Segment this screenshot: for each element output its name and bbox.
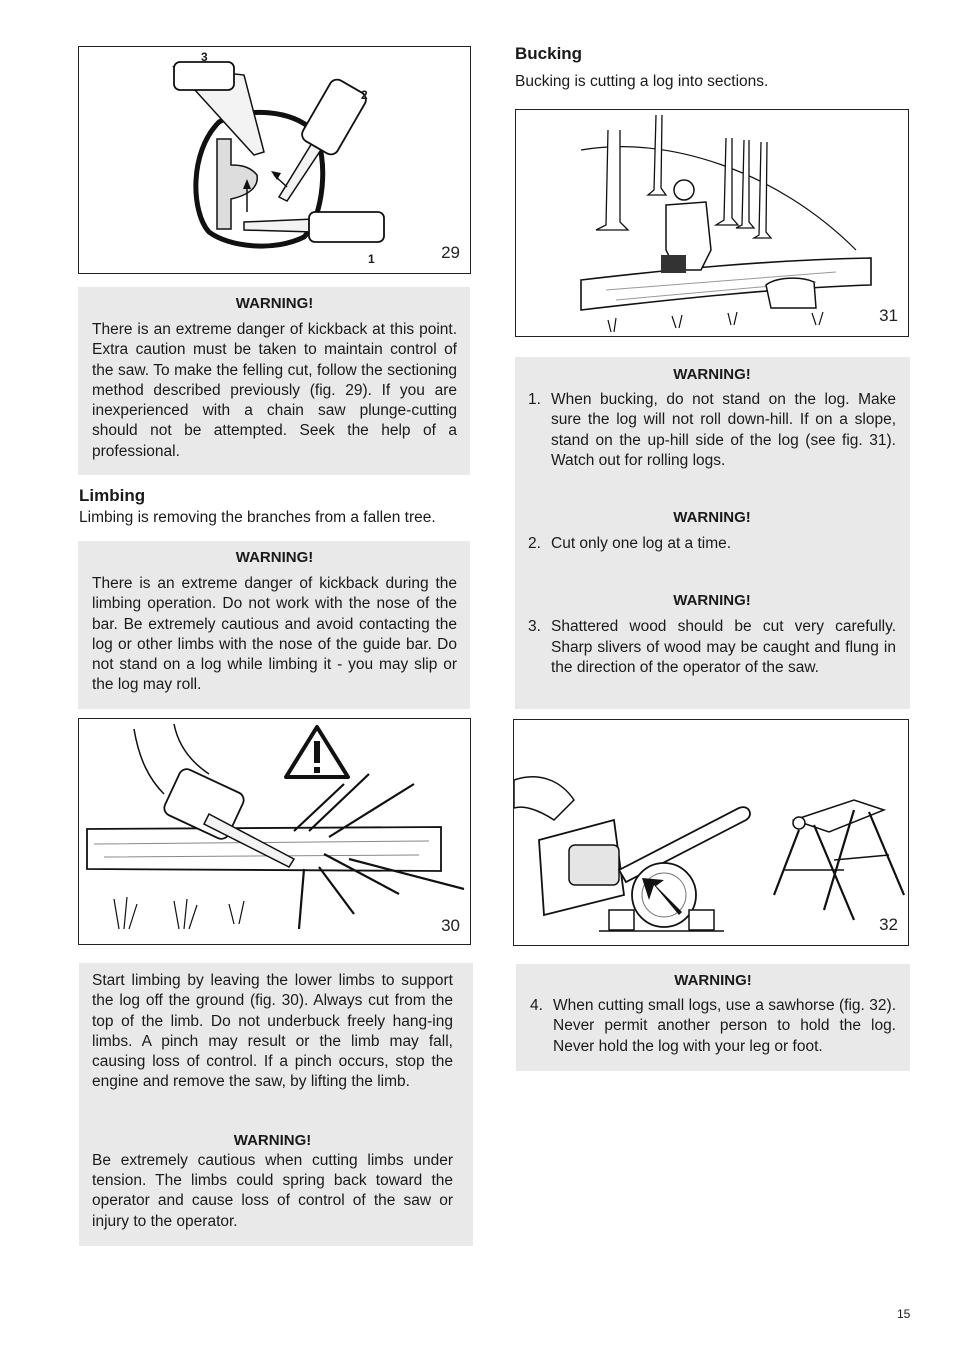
limbing-heading: Limbing	[79, 486, 146, 505]
figure-29-label-3: 3	[201, 50, 208, 64]
warning-item-1	[528, 390, 896, 471]
figure-29	[78, 46, 471, 274]
figure-29-label-1: 1	[368, 252, 375, 266]
bucking-warnings-box	[515, 357, 910, 709]
limbing-subtitle: Limbing is removing the branches from a fallen tree.	[79, 509, 436, 526]
warning-item-4	[530, 996, 896, 1057]
item-text: When bucking, do not stand on the log. Make sure the log will not roll down-hill. If on a slope, stand on the up-hill side of the log (see fig. 31). Watch out for rolling logs.	[551, 391, 896, 469]
figure-32	[513, 719, 909, 946]
warning-small-logs-box	[516, 964, 910, 1071]
item-number: 1.	[528, 391, 541, 408]
warning-text: There is an extreme danger of kickback at this point. Extra caution must be taken to maintain control of the saw. To make the felling cut, follow the sectioning method described previously (fig. 29). If you are inexperienced with a chain saw plunge-cutting should not be attempted. Seek the help of a professional.	[92, 321, 457, 460]
figure-29-illustration	[79, 47, 472, 275]
bucking-subtitle: Bucking is cutting a log into sections.	[515, 73, 769, 90]
figure-32-number: 32	[879, 915, 898, 934]
warning-title: WARNING!	[235, 295, 314, 312]
figure-31-illustration	[516, 110, 910, 338]
limbing-instructions-box	[79, 963, 473, 1246]
figure-30	[78, 718, 471, 945]
item-number: 3.	[528, 618, 541, 636]
warning-title: WARNING!	[673, 592, 751, 610]
figure-32-illustration	[514, 720, 910, 947]
figure-31-number: 31	[879, 306, 898, 325]
figure-29-number: 29	[441, 243, 460, 262]
warning-title: WARNING!	[674, 972, 752, 989]
item-text: Shattered wood should be cut very carefully. Sharp slivers of wood may be caught and flung in the direction of the operator of the saw.	[551, 618, 896, 677]
bucking-heading: Bucking	[515, 44, 583, 63]
item-text: Cut only one log at a time.	[551, 535, 732, 553]
item-text: When cutting small logs, use a sawhorse (fig. 32). Never permit another person to hold the log. Never hold the log with your leg or foot.	[553, 997, 896, 1055]
warning-title: WARNING!	[673, 366, 751, 383]
figure-30-illustration	[79, 719, 472, 946]
warning-title: WARNING!	[673, 509, 751, 527]
figure-31	[515, 109, 909, 337]
warning-title: WARNING!	[233, 1131, 312, 1149]
warning-title: WARNING!	[235, 549, 314, 566]
limbing-instructions-text: Start limbing by leaving the lower limbs to support the log off the ground (fig. 30). Always cut from the top of the limb. Do not underbuck freely hang-ing limbs. A pinch may result or the limb may fall, causing loss of control. If a pinch occurs, stop the engine and remove the saw, by lifting the limb.	[92, 972, 453, 1091]
warning-limbing-box	[78, 541, 470, 709]
figure-29-label-2: 2	[361, 88, 368, 102]
page-number: 15	[897, 1307, 911, 1321]
figure-30-number: 30	[441, 916, 460, 935]
warning-text: There is an extreme danger of kickback during the limbing operation. Do not work with the nose of the bar. Be extremely cautious and avoid contacting the log or other limbs with the nose of the guide bar. Do not stand on a log while limbing it - you may slip or the log may roll.	[92, 575, 457, 694]
warning-kickback-box	[78, 287, 470, 475]
warning-item-2	[528, 534, 896, 554]
warning-item-3	[528, 617, 896, 678]
item-number: 4.	[530, 997, 543, 1014]
warning-text: Be extremely cautious when cutting limbs under tension. The limbs could spring back toward the operator and cause loss of control of the saw or injury to the operator.	[92, 1151, 453, 1230]
item-number: 2.	[528, 535, 541, 553]
